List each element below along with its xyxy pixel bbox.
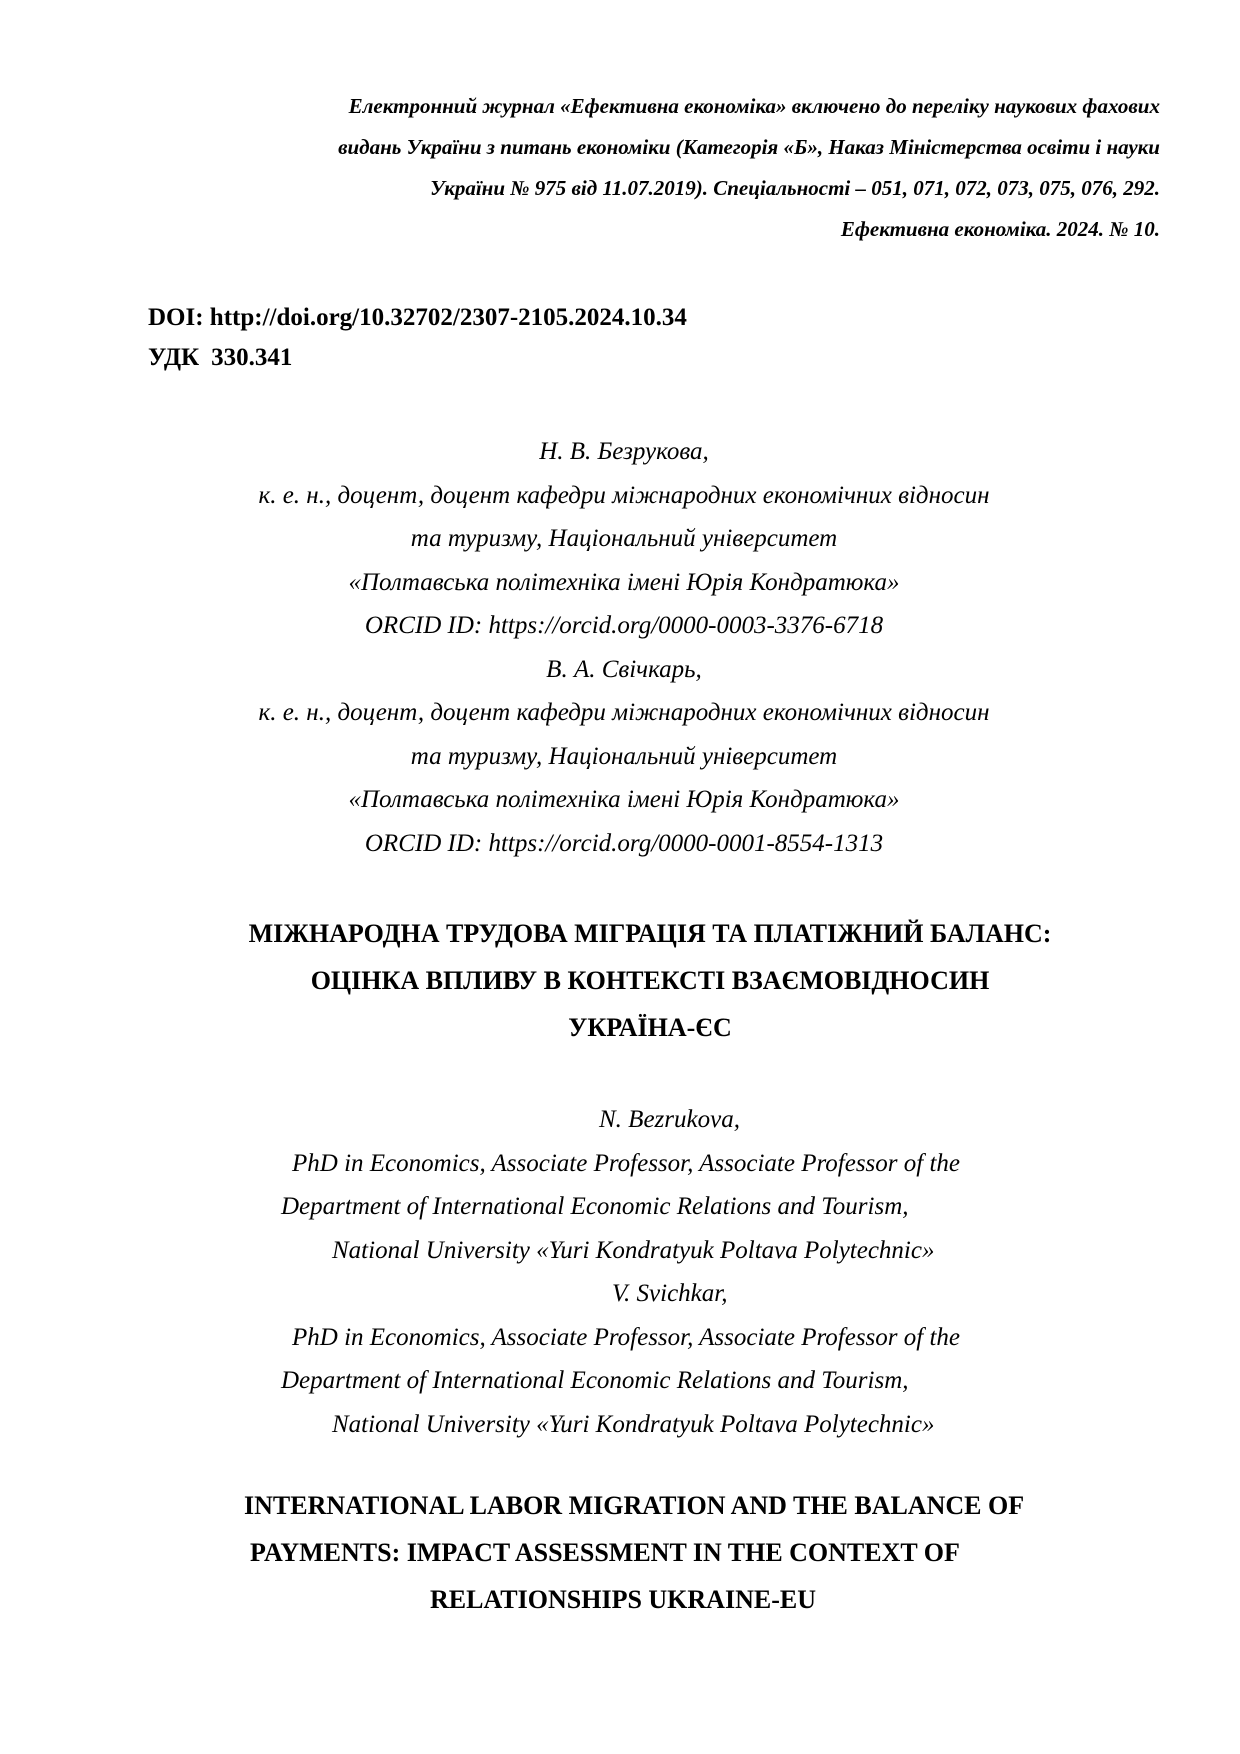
title-line: МІЖНАРОДНА ТРУДОВА МІГРАЦІЯ ТА ПЛАТІЖНИЙ БАЛАНС: — [248, 919, 1052, 948]
title-line: ОЦІНКА ВПЛИВУ В КОНТЕКСТІ ВЗАЄМОВІДНОСИН — [310, 966, 990, 995]
author-affiliation: Department of International Economic Relations and Tourism, — [281, 1193, 909, 1220]
author-affiliation: к. е. н., доцент, доцент кафедри міжнародних економічних відносин — [258, 481, 990, 509]
journal-header-line: України № 975 від 11.07.2019). Спеціальності – 051, 071, 072, 073, 075, 076, 292. — [430, 176, 1160, 200]
journal-header-line: видань України з питань економіки (Категорія «Б», Наказ Міністерства освіти і науки — [338, 135, 1160, 159]
journal-issue-line: Ефективна економіка. 2024. № 10. — [840, 217, 1160, 241]
title-line: УКРАЇНА-ЄС — [568, 1013, 732, 1042]
author-orcid: ORCID ID: https://orcid.org/0000-0003-3376-6718 — [364, 612, 884, 639]
author-orcid: ORCID ID: https://orcid.org/0000-0001-8554-1313 — [364, 829, 884, 857]
udk-value: 330.341 — [211, 344, 293, 371]
author-name: В. А. Свічкарь, — [546, 655, 702, 683]
author-affiliation: та туризму, Національний університет — [410, 742, 838, 770]
author-affiliation: National University «Yuri Kondratyuk Poltava Polytechnic» — [332, 1410, 935, 1438]
author-name: N. Bezrukova, — [599, 1106, 740, 1133]
author-affiliation: «Полтавська політехніка імені Юрія Кондратюка» — [348, 568, 900, 596]
author-affiliation: та туризму, Національний університет — [410, 525, 838, 552]
title-line: PAYMENTS: IMPACT ASSESSMENT IN THE CONTEXT OF — [250, 1538, 960, 1567]
author-affiliation: к. е. н., доцент, доцент кафедри міжнародних економічних відносин — [258, 699, 990, 726]
author-affiliation: «Полтавська політехніка імені Юрія Кондратюка» — [348, 786, 900, 813]
title-line: RELATIONSHIPS UKRAINE-EU — [430, 1585, 816, 1614]
author-affiliation: National University «Yuri Kondratyuk Poltava Polytechnic» — [332, 1236, 935, 1264]
udk-label: УДК — [148, 344, 200, 371]
author-affiliation: PhD in Economics, Associate Professor, Associate Professor of the — [292, 1323, 961, 1351]
article-meta — [148, 298, 687, 378]
journal-header — [150, 86, 1160, 250]
author-name: V. Svichkar, — [612, 1280, 728, 1307]
author-name: Н. В. Безрукова, — [539, 438, 709, 465]
title-line: INTERNATIONAL LABOR MIGRATION AND THE BALANCE OF — [244, 1491, 1025, 1520]
author-affiliation: Department of International Economic Relations and Tourism, — [281, 1367, 909, 1394]
authors-ukrainian — [0, 430, 1240, 865]
author-affiliation: PhD in Economics, Associate Professor, Associate Professor of the — [292, 1149, 961, 1177]
udk-line — [148, 338, 687, 378]
doi-line: DOI: http://doi.org/10.32702/2307-2105.2024.10.34 — [148, 304, 687, 331]
authors-english — [0, 1098, 1240, 1446]
article-title-english — [240, 1482, 1140, 1623]
article-title-ukrainian — [220, 910, 1080, 1051]
journal-header-line: Електронний журнал «Ефективна економіка» включено до переліку наукових фахових — [348, 94, 1160, 118]
